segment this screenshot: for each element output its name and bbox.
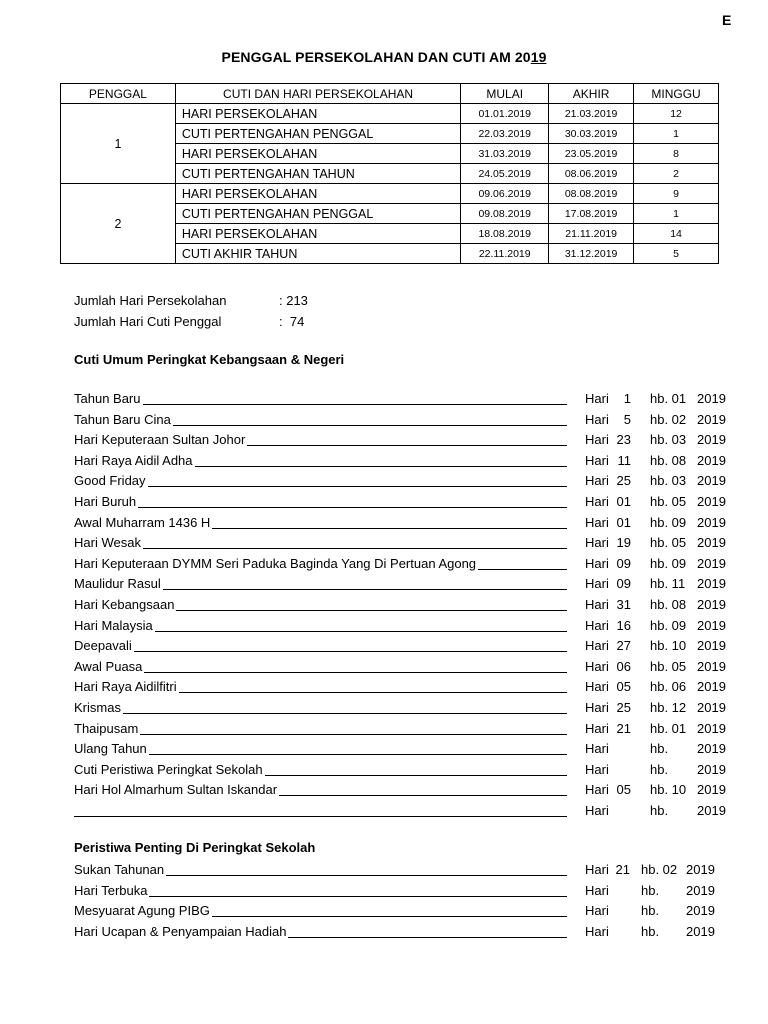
leader-line [279,795,567,796]
holiday-name: Krismas [74,700,121,715]
weeks-cell: 1 [634,204,719,224]
penggal-cell: 1 [61,104,176,184]
day-value: 11 [617,452,631,468]
holiday-row [74,782,734,800]
holiday-row [74,473,734,491]
weeks-cell: 5 [634,244,719,264]
month-value: hb. 02 [650,411,687,427]
leader-line [265,775,567,776]
leader-line [140,734,567,735]
weeks-cell: 2 [634,164,719,184]
leader-line [478,569,567,570]
table-header-row [61,84,719,104]
year-value: 2019 [697,782,726,798]
day-value: 09 [616,555,631,571]
hari-label: Hari [585,700,609,715]
table-body [61,104,719,264]
hari-label: Hari [585,782,609,798]
table-row [61,184,719,204]
end-date-cell: 08.08.2019 [549,184,634,204]
month-value: hb. 05 [650,535,687,551]
month-value: hb. 08 [650,452,687,468]
holiday-name: Hari Malaysia [74,617,153,633]
year-value: 2019 [697,803,726,818]
holiday-name: Hari Raya Aidil Adha [74,452,193,468]
month-value: hb. 09 [650,514,687,530]
hari-label: Hari [585,494,609,509]
leader-line [288,937,567,938]
end-date-cell: 21.11.2019 [549,224,634,244]
year-value: 2019 [697,391,726,406]
holiday-row [74,556,734,574]
leader-line [138,507,567,508]
leader-line [143,404,568,405]
hari-label: Hari [585,903,609,919]
hari-label: Hari [585,514,609,530]
leader-line [247,445,567,446]
start-date-cell: 22.03.2019 [461,124,549,144]
weeks-cell: 8 [634,144,719,164]
holiday-name: Hari Raya Aidilfitri [74,679,177,695]
month-value: hb. [650,803,669,818]
day-value: 01 [616,494,631,509]
start-date-cell: 09.06.2019 [461,184,549,204]
holiday-row [74,638,734,656]
holiday-name: Hari Wesak [74,535,141,551]
month-value: hb. [641,903,660,919]
year-value: 2019 [686,882,715,898]
day-value: 01 [616,514,631,530]
year-value: 2019 [686,923,715,939]
holiday-row [74,494,734,512]
start-date-cell: 01.01.2019 [461,104,549,124]
year-value: 2019 [697,494,726,509]
leader-line [212,528,567,529]
hari-label: Hari [585,555,609,571]
header-penggal: PENGGAL [61,84,176,104]
hari-label: Hari [585,473,609,489]
leader-line [176,610,567,611]
penggal-cell: 2 [61,184,176,264]
year-value: 2019 [697,473,726,489]
period-label-cell: CUTI PERTENGAHAN PENGGAL [175,204,460,224]
summary-school-days [74,293,308,308]
year-value: 2019 [697,741,726,757]
leader-line [144,672,567,673]
month-value: hb. 10 [650,782,687,798]
hari-label: Hari [585,923,609,939]
day-value: 16 [616,617,631,633]
day-value: 21 [615,862,630,877]
start-date-cell: 22.11.2019 [461,244,549,264]
month-value: hb. 12 [650,700,687,715]
period-label-cell: HARI PERSEKOLAHAN [175,224,460,244]
year-value: 2019 [697,658,726,674]
holiday-name: Hari Kebangsaan [74,597,175,612]
start-date-cell: 18.08.2019 [461,224,549,244]
holiday-name: Mesyuarat Agung PIBG [74,903,210,919]
day-value: 05 [616,679,631,695]
holiday-name: Hari Ucapan & Penyampaian Hadiah [74,923,287,939]
leader-line [74,816,567,817]
weeks-cell: 14 [634,224,719,244]
month-value: hb. 05 [650,494,687,509]
event-row [74,862,734,880]
holiday-name: Ulang Tahun [74,741,147,757]
leader-line [212,916,567,917]
holiday-name: Hari Keputeraan DYMM Seri Paduka Baginda Yang Di Pertuan Agong [74,555,477,571]
holiday-name: Hari Buruh [74,494,137,509]
month-value: hb. 01 [650,391,687,406]
day-value: 27 [616,638,631,654]
end-date-cell: 08.06.2019 [549,164,634,184]
school-events-heading: Peristiwa Penting Di Peringkat Sekolah [74,840,316,855]
year-value: 2019 [697,535,726,551]
year-value: 2019 [686,862,715,877]
hari-label: Hari [585,391,609,406]
year-value: 2019 [697,555,726,571]
year-value: 2019 [697,576,726,592]
holiday-row [74,762,734,780]
end-date-cell: 31.12.2019 [549,244,634,264]
day-value: 5 [623,411,631,427]
hari-label: Hari [585,761,609,777]
holiday-row [74,679,734,697]
event-row [74,903,734,921]
hari-label: Hari [585,576,609,592]
holiday-row [74,391,734,409]
start-date-cell: 24.05.2019 [461,164,549,184]
weeks-cell: 1 [634,124,719,144]
hari-label: Hari [585,597,609,612]
holiday-name: Tahun Baru [74,391,141,406]
hari-label: Hari [585,432,609,448]
period-label-cell: CUTI AKHIR TAHUN [175,244,460,264]
holiday-row [74,453,734,471]
weeks-cell: 12 [634,104,719,124]
holiday-row [74,721,734,739]
hari-label: Hari [585,617,609,633]
holiday-row [74,432,734,450]
month-value: hb. [650,761,669,777]
holiday-row [74,618,734,636]
header-akhir: AKHIR [549,84,634,104]
day-value: 19 [616,535,631,551]
month-value: hb. 03 [650,473,687,489]
leader-line [123,713,567,714]
holiday-row [74,576,734,594]
summary-value: : 74 [279,314,305,329]
holiday-row [74,597,734,615]
title-year-suffix: 19 [530,49,547,65]
year-value: 2019 [697,700,726,715]
period-label-cell: HARI PERSEKOLAHAN [175,144,460,164]
period-label-cell: HARI PERSEKOLAHAN [175,184,460,204]
holiday-name: Hari Terbuka [74,882,148,898]
holiday-name: Deepavali [74,638,132,654]
title-prefix: PENGGAL PERSEKOLAHAN DAN CUTI AM 20 [221,49,531,65]
month-value: hb. 06 [650,679,687,695]
day-value: 25 [616,473,631,489]
leader-line [179,692,567,693]
holiday-row [74,700,734,718]
hari-label: Hari [585,658,609,674]
month-value: hb. [641,882,660,898]
leader-line [143,548,567,549]
leader-line [166,875,567,876]
month-value: hb. [641,923,660,939]
header-cuti: CUTI DAN HARI PERSEKOLAHAN [175,84,460,104]
holiday-name: Good Friday [74,473,146,489]
hari-label: Hari [585,679,609,695]
year-value: 2019 [686,903,715,919]
holiday-name: Hari Hol Almarhum Sultan Iskandar [74,782,278,798]
page-title [0,49,768,65]
hari-label: Hari [585,638,609,654]
leader-line [148,486,567,487]
day-value: 23 [616,432,631,448]
month-value: hb. 05 [650,658,687,674]
header-minggu: MINGGU [634,84,719,104]
month-value: hb. 01 [650,720,687,736]
event-row [74,883,734,901]
hari-label: Hari [585,720,609,736]
hari-label: Hari [585,803,609,818]
leader-line [134,651,567,652]
day-value: 21 [616,720,631,736]
month-value: hb. 03 [650,432,687,448]
year-value: 2019 [697,452,726,468]
year-value: 2019 [697,679,726,695]
end-date-cell: 17.08.2019 [549,204,634,224]
period-label-cell: CUTI PERTENGAHAN TAHUN [175,164,460,184]
table-row [61,104,719,124]
school-term-table [60,83,719,264]
start-date-cell: 31.03.2019 [461,144,549,164]
holiday-row [74,515,734,533]
page-corner-letter: E [722,12,732,28]
day-value: 1 [623,391,631,406]
year-value: 2019 [697,514,726,530]
period-label-cell: HARI PERSEKOLAHAN [175,104,460,124]
month-value: hb. 02 [641,862,678,877]
period-label-cell: CUTI PERTENGAHAN PENGGAL [175,124,460,144]
header-mulai: MULAI [461,84,549,104]
holiday-row [74,803,734,821]
day-value: 05 [616,782,631,798]
leader-line [163,589,567,590]
summary-label: Jumlah Hari Cuti Penggal [74,314,222,329]
holiday-name: Sukan Tahunan [74,862,165,877]
month-value: hb. [650,741,669,757]
public-holidays-heading: Cuti Umum Peringkat Kebangsaan & Negeri [74,352,345,367]
month-value: hb. 08 [650,597,687,612]
weeks-cell: 9 [634,184,719,204]
holiday-row [74,535,734,553]
leader-line [173,425,567,426]
summary-value: : 213 [279,293,308,308]
summary-holiday-days [74,314,305,329]
holiday-row [74,659,734,677]
hari-label: Hari [585,535,609,551]
hari-label: Hari [585,882,609,898]
leader-line [149,754,567,755]
year-value: 2019 [697,617,726,633]
month-value: hb. 09 [650,555,687,571]
holiday-name: Awal Puasa [74,658,143,674]
end-date-cell: 30.03.2019 [549,124,634,144]
year-value: 2019 [697,411,726,427]
start-date-cell: 09.08.2019 [461,204,549,224]
holiday-name: Tahun Baru Cina [74,411,171,427]
holiday-name: Cuti Peristiwa Peringkat Sekolah [74,761,263,777]
hari-label: Hari [585,862,609,877]
end-date-cell: 23.05.2019 [549,144,634,164]
month-value: hb. 10 [650,638,687,654]
holiday-row [74,741,734,759]
holiday-name: Thaipusam [74,720,139,736]
holiday-name: Maulidur Rasul [74,576,161,592]
leader-line [155,631,567,632]
hari-label: Hari [585,411,609,427]
leader-line [149,896,567,897]
event-row [74,924,734,942]
holiday-name: Hari Keputeraan Sultan Johor [74,432,246,448]
day-value: 09 [616,576,631,592]
year-value: 2019 [697,761,726,777]
year-value: 2019 [697,597,726,612]
day-value: 31 [616,597,631,612]
day-value: 06 [616,658,631,674]
hari-label: Hari [585,741,609,757]
summary-label: Jumlah Hari Persekolahan [74,293,227,308]
hari-label: Hari [585,452,609,468]
year-value: 2019 [697,638,726,654]
month-value: hb. 09 [650,617,687,633]
month-value: hb. 11 [650,576,686,592]
year-value: 2019 [697,720,726,736]
holiday-row [74,412,734,430]
year-value: 2019 [697,432,726,448]
end-date-cell: 21.03.2019 [549,104,634,124]
leader-line [195,466,567,467]
day-value: 25 [616,700,631,715]
holiday-name: Awal Muharram 1436 H [74,514,211,530]
